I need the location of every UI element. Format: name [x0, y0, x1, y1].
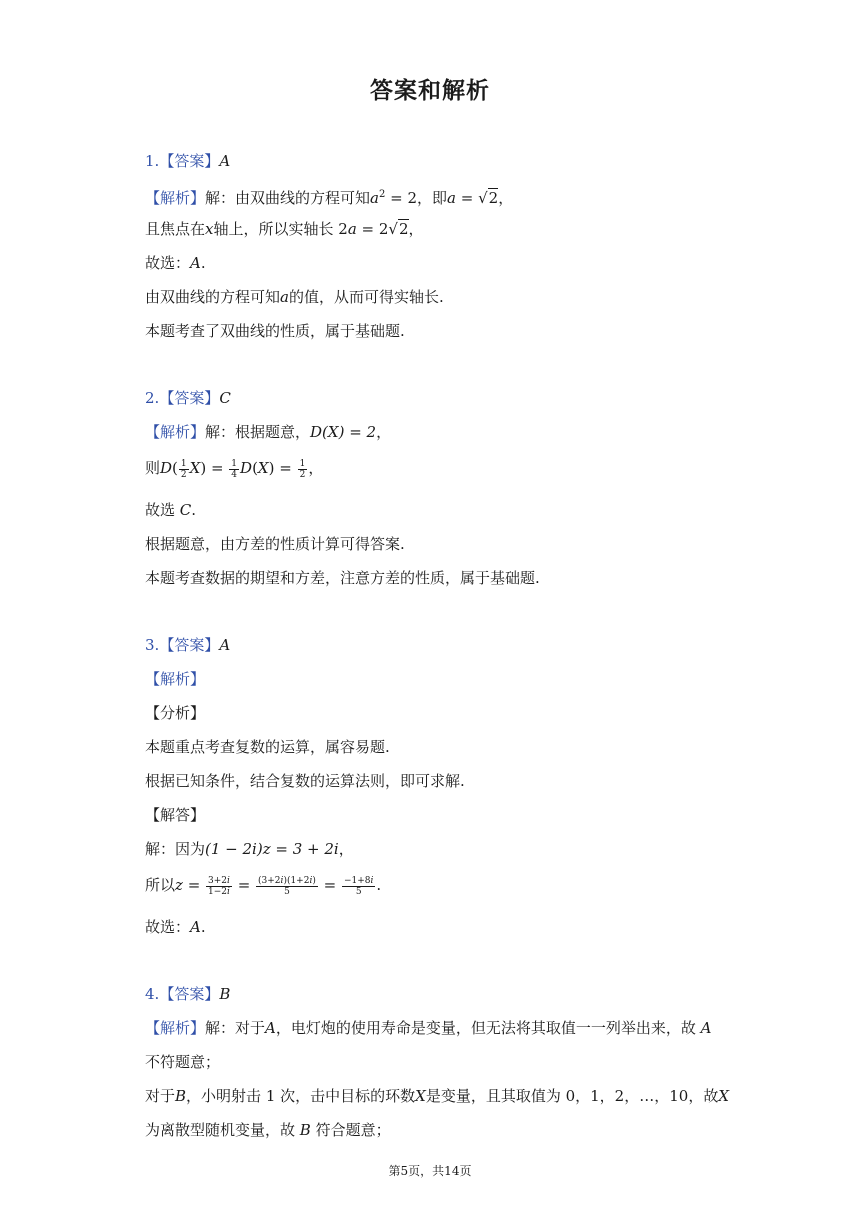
q3-number: 3. — [145, 636, 160, 654]
q2-text: 故选 — [145, 501, 180, 519]
q2-answer-line — [145, 387, 231, 409]
q3-text: ， — [338, 840, 354, 858]
q1-text: 且焦点在 — [145, 220, 206, 238]
q4-line-1 — [145, 1017, 712, 1039]
fraction: $\frac{(3+2i)(1+2i)}{5}$ — [258, 875, 316, 897]
q2-text: . — [191, 501, 197, 519]
q4-math: X — [415, 1087, 426, 1105]
q4-analysis-tag: 【解析】 — [145, 1019, 206, 1037]
q3-text: . — [376, 876, 382, 894]
q3-math: (1 − 2i)z = 3 + 2i — [205, 840, 339, 858]
q3-line-5 — [145, 916, 206, 938]
q2-line-4: 根据题意，由方差的性质计算可得答案. — [145, 535, 405, 553]
q1-line-3 — [145, 252, 206, 274]
q4-answer-line — [145, 983, 230, 1005]
q1-answer: A — [219, 152, 231, 170]
q1-answer-tag: 【答案】 — [159, 152, 220, 170]
q4-math: B — [299, 1121, 311, 1139]
q3-line-2: 根据已知条件，结合复数的运算法则，即可求解. — [145, 772, 465, 790]
q4-text: ，小明射击 1 次，击中目标的环数 — [186, 1087, 416, 1105]
q2-line-3 — [145, 499, 196, 521]
fraction: $\frac{3+2i}{1-2i}$ — [208, 875, 230, 897]
q4-text: 符合题意； — [310, 1121, 391, 1139]
q2-answer-tag: 【答案】 — [159, 389, 220, 407]
q1-analysis-tag: 【解析】 — [145, 189, 206, 207]
q3-line-4: 所以z = $\frac{3+2i}{1-2i}$ = $\frac{(3+2i)(1+2i)}{5}$ = $\frac{-1+8i}{5}$ . — [145, 875, 382, 897]
q3-text: 所以 — [145, 876, 176, 894]
q2-line-2: 则D( $\frac{1}{2}$ X) = $\frac{1}{4}$ D(X) = $\frac{1}{2}$ ， — [145, 458, 324, 480]
q2-answer: C — [219, 389, 231, 407]
q3-fenxi-tag: 【分析】 — [145, 704, 206, 722]
q1-math-a2: a — [370, 189, 379, 207]
q1-line-5: 本题考查了双曲线的性质，属于基础题. — [145, 322, 405, 340]
q4-line-4 — [145, 1119, 391, 1141]
q3-answer: A — [219, 636, 231, 654]
q2-analysis-tag: 【解析】 — [145, 423, 206, 441]
q1-line-4 — [145, 286, 444, 308]
q2-line-1 — [145, 421, 391, 443]
q3-jieda-tag: 【解答】 — [145, 806, 206, 824]
q2-text: ， — [376, 423, 392, 441]
q1-text: . — [200, 254, 206, 272]
q1-text: ，即 — [417, 189, 448, 207]
q4-text: 对于 — [145, 1087, 176, 1105]
q2-text: 解：根据题意， — [205, 423, 311, 441]
q1-text: 轴上，所以实轴长 — [213, 220, 339, 238]
fraction: $\frac{1}{4}$ — [231, 458, 238, 480]
q3-text: 故选： — [145, 918, 191, 936]
q2-math: C — [179, 501, 192, 519]
q3-math: A — [190, 918, 201, 936]
q4-number: 4. — [145, 985, 160, 1003]
q1-number: 1. — [145, 152, 160, 170]
q1-text: ， — [498, 189, 514, 207]
q4-math: B — [175, 1087, 187, 1105]
q3-analysis-tag: 【解析】 — [145, 670, 206, 688]
q1-math: A — [190, 254, 201, 272]
q1-answer-line — [145, 150, 230, 172]
q4-answer: B — [219, 985, 231, 1003]
q3-line-3 — [145, 838, 354, 860]
q1-text: 的值，从而可得实轴长. — [288, 288, 444, 306]
q1-text: 故选： — [145, 254, 191, 272]
q1-text: 由双曲线的方程可知 — [145, 288, 281, 306]
q4-math: A — [265, 1019, 276, 1037]
q4-math: X — [718, 1087, 730, 1105]
q4-math: A — [700, 1019, 712, 1037]
q3-text: 解：因为 — [145, 840, 206, 858]
q4-line-3 — [145, 1085, 729, 1107]
q2-text: ， — [308, 459, 324, 477]
fraction: $\frac{1}{2}$ — [180, 458, 187, 480]
q4-text: 为离散型随机变量，故 — [145, 1121, 300, 1139]
q1-math: a — [280, 288, 289, 306]
q2-math: D(X) = 2 — [310, 423, 377, 441]
fraction: $\frac{1}{2}$ — [299, 458, 306, 480]
q4-text: 解：对于 — [205, 1019, 266, 1037]
q3-text: . — [200, 918, 206, 936]
q4-text: 是变量，且其取值为 0，1，2，…，10，故 — [425, 1087, 719, 1105]
q1-text: ， — [408, 220, 424, 238]
fraction: $\frac{-1+8i}{5}$ — [343, 875, 374, 897]
q3-answer-tag: 【答案】 — [159, 636, 220, 654]
q2-line-5: 本题考查数据的期望和方差，注意方差的性质，属于基础题. — [145, 569, 540, 587]
q2-text: 则 — [145, 459, 161, 477]
page-footer: 第5页，共14页 — [388, 1164, 472, 1178]
q1-text: 解：由双曲线的方程可知 — [205, 189, 371, 207]
q3-answer-line — [145, 634, 230, 656]
q4-text: ，电灯炮的使用寿命是变量，但无法将其取值一一列举出来，故 — [275, 1019, 701, 1037]
q1-math-x: x — [205, 220, 214, 238]
q1-line-1: 【解析】解：由双曲线的方程可知$a^2 = 2$，即a = √2， — [145, 189, 514, 207]
q4-answer-tag: 【答案】 — [159, 985, 220, 1003]
q3-line-1: 本题重点考查复数的运算，属容易题. — [145, 738, 390, 756]
page-title: 答案和解析 — [370, 78, 490, 104]
q2-number: 2. — [145, 389, 160, 407]
q4-line-2: 不符题意； — [145, 1053, 221, 1071]
q1-line-2: 且焦点在x轴上，所以实轴长 2a = 2√2， — [145, 220, 424, 238]
